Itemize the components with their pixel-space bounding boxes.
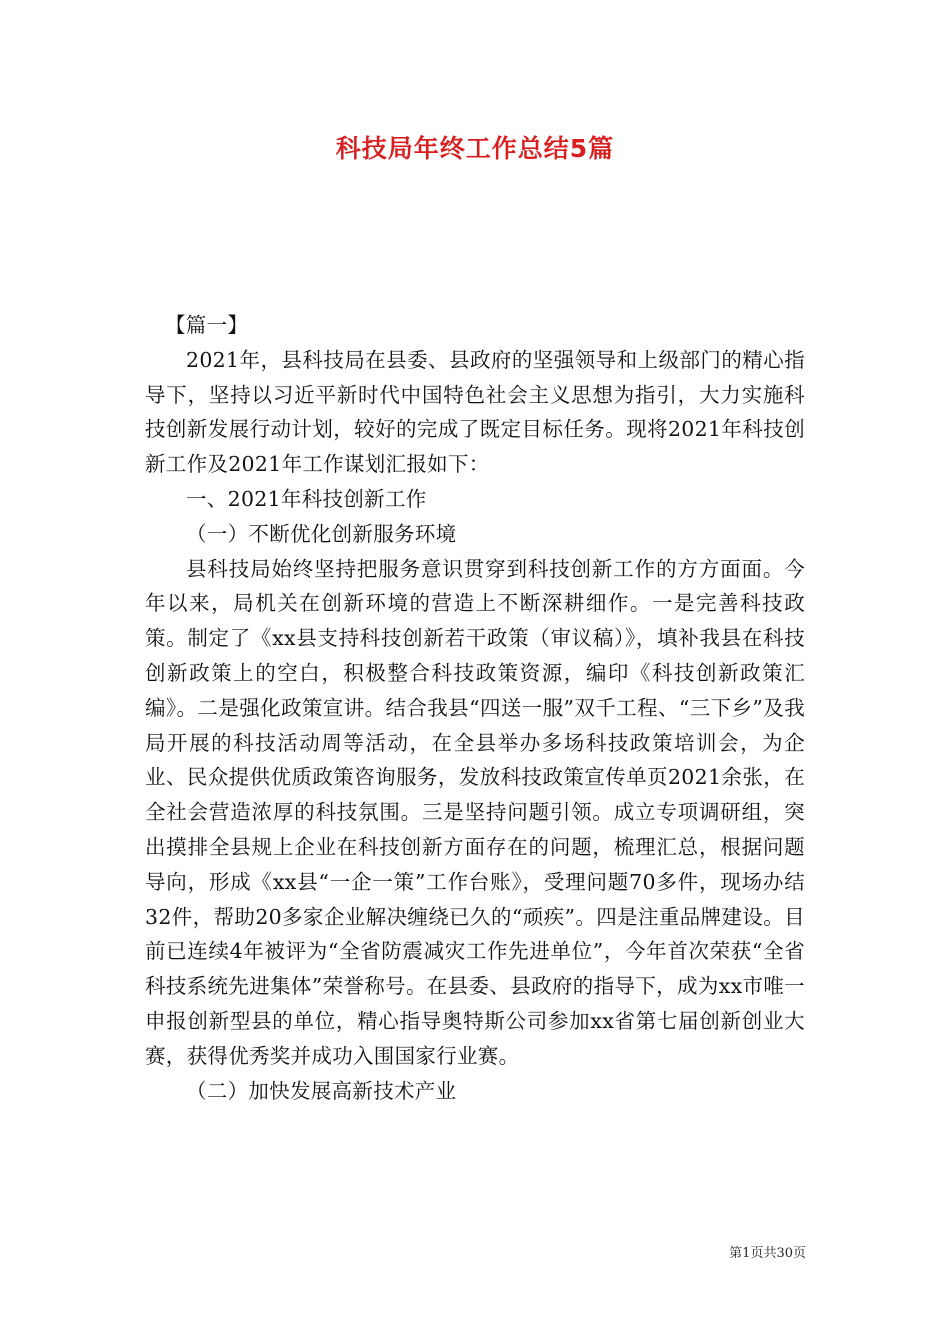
section-label: 【篇一】	[165, 313, 249, 337]
document-body	[145, 308, 805, 1108]
section-heading: 一、2021年科技创新工作	[186, 486, 427, 511]
intro-paragraph: 2021年，县科技局在县委、县政府的坚强领导和上级部门的精心指导下，坚持以习近平新时代中国特色社会主义思想为指引，大力实施科技创新发展行动计划，较好的完成了既定目标任务。现将2021年科技创新工作及2021年工作谋划汇报如下：	[145, 347, 805, 477]
subsection-heading-2: （二）加快发展高新技术产业	[186, 1078, 457, 1103]
subsection-heading-1: （一）不断优化创新服务环境	[186, 521, 457, 546]
page-number: 第1页共30页	[729, 1246, 806, 1261]
body-paragraph: 县科技局始终坚持把服务意识贯穿到科技创新工作的方方面面。今年以来，局机关在创新环境的营造上不断深耕细作。一是完善科技政策。制定了《xx县支持科技创新若干政策（审议稿）》，填补我县在科技创新政策上的空白，积极整合科技政策资源，编印《科技创新政策汇编》。二是强化政策宣讲。结合我县“四送一服”双千工程、“三下乡”及我局开展的科技活动周等活动，在全县举办多场科技政策培训会，为企业、民众提供优质政策咨询服务，发放科技政策宣传单页2021余张，在全社会营造浓厚的科技氛围。三是坚持问题引领。成立专项调研组，突出摸排全县规上企业在科技创新方面存在的问题，梳理汇总，根据问题导向，形成《xx县“一企一策”工作台账》，受理问题70多件，现场办结32件，帮助20多家企业解决缠绕已久的“顽疾”。四是注重品牌建设。目前已连续4年被评为“全省防震减灾工作先进单位”，今年首次荣获“全省科技系统先进集体”荣誉称号。在县委、县政府的指导下，成为xx市唯一申报创新型县的单位，精心指导奥特斯公司参加xx省第七届创新创业大赛，获得优秀奖并成功入围国家行业赛。	[145, 556, 805, 1068]
document-title: 科技局年终工作总结5篇	[335, 134, 615, 163]
